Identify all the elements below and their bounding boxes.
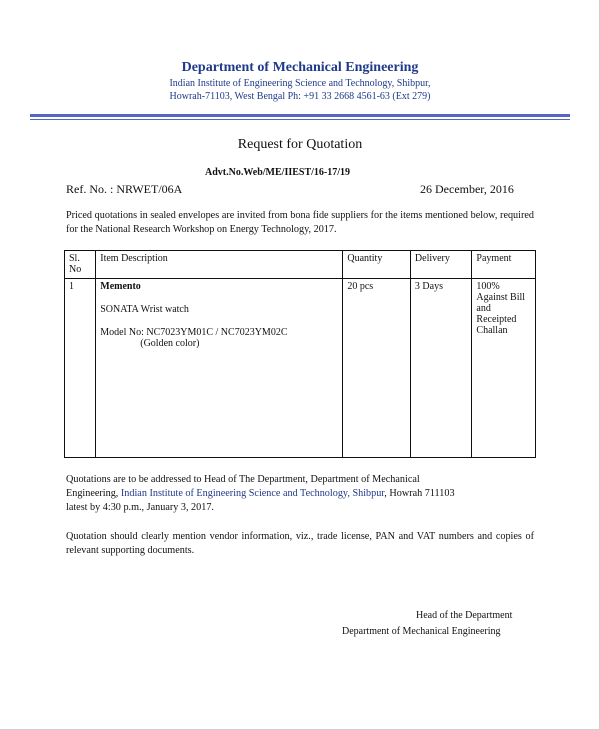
table-row bbox=[65, 279, 536, 458]
address-para-line-1: Quotations are to be addressed to Head of The Department, Department of Mechanical bbox=[66, 474, 420, 485]
department-heading: Department of Mechanical Engineering bbox=[181, 60, 419, 75]
table-header-row bbox=[65, 251, 536, 279]
cell-quantity: 20 pcs bbox=[343, 279, 411, 458]
header-quantity: Quantity bbox=[343, 251, 411, 279]
item-model: Model No: NC7023YM01C / NC7023YM02C bbox=[100, 327, 288, 338]
signatory-department: Department of Mechanical Engineering bbox=[342, 626, 501, 637]
address-line: Howrah-71103, West Bengal Ph: +91 33 2668 4561-63 (Ext 279) bbox=[169, 91, 431, 102]
note-paragraph: Quotation should clearly mention vendor information, viz., trade license, PAN and VAT numbers and copies of relevant supporting documents. bbox=[66, 531, 534, 556]
header-item-description: Item Description bbox=[96, 251, 343, 279]
header-divider-thick bbox=[30, 114, 570, 117]
cell-payment: 100% Against Bill and Receipted Challan bbox=[472, 279, 536, 458]
address-para-line-2 bbox=[66, 487, 534, 501]
cell-item-description bbox=[96, 279, 343, 458]
address-para-suffix: , Howrah 711103 bbox=[384, 488, 455, 499]
header-delivery: Delivery bbox=[410, 251, 472, 279]
document-title: Request for Quotation bbox=[237, 137, 363, 152]
cell-delivery: 3 Days bbox=[410, 279, 472, 458]
signatory-title: Head of the Department bbox=[416, 610, 513, 621]
item-desc: SONATA Wrist watch bbox=[100, 304, 189, 315]
header-payment: Payment bbox=[472, 251, 536, 279]
item-color: (Golden color) bbox=[140, 338, 200, 349]
header-divider-thin bbox=[30, 119, 570, 120]
cell-sl-no: 1 bbox=[65, 279, 96, 458]
header-sl-no: Sl. No bbox=[65, 251, 96, 279]
intro-paragraph: Priced quotations in sealed envelopes are invited from bona fide suppliers for the items mentioned below, required for the National Research Workshop on Energy Technology, 2017. bbox=[66, 210, 534, 235]
advertisement-number: Advt.No.Web/ME/IIEST/16-17/19 bbox=[205, 167, 351, 178]
address-para-institute: Indian Institute of Engineering Science and Technology, Shibpur bbox=[120, 488, 385, 499]
address-paragraph bbox=[66, 473, 534, 515]
institute-line: Indian Institute of Engineering Science and Technology, Shibpur, bbox=[169, 78, 431, 89]
item-name: Memento bbox=[100, 281, 141, 292]
reference-number: Ref. No. : NRWET/06A bbox=[66, 182, 183, 196]
quotation-table bbox=[64, 250, 536, 458]
address-para-line-3: latest by 4:30 p.m., January 3, 2017. bbox=[66, 502, 214, 513]
document-date: 26 December, 2016 bbox=[420, 182, 514, 196]
address-para-prefix: Engineering, bbox=[66, 488, 121, 499]
